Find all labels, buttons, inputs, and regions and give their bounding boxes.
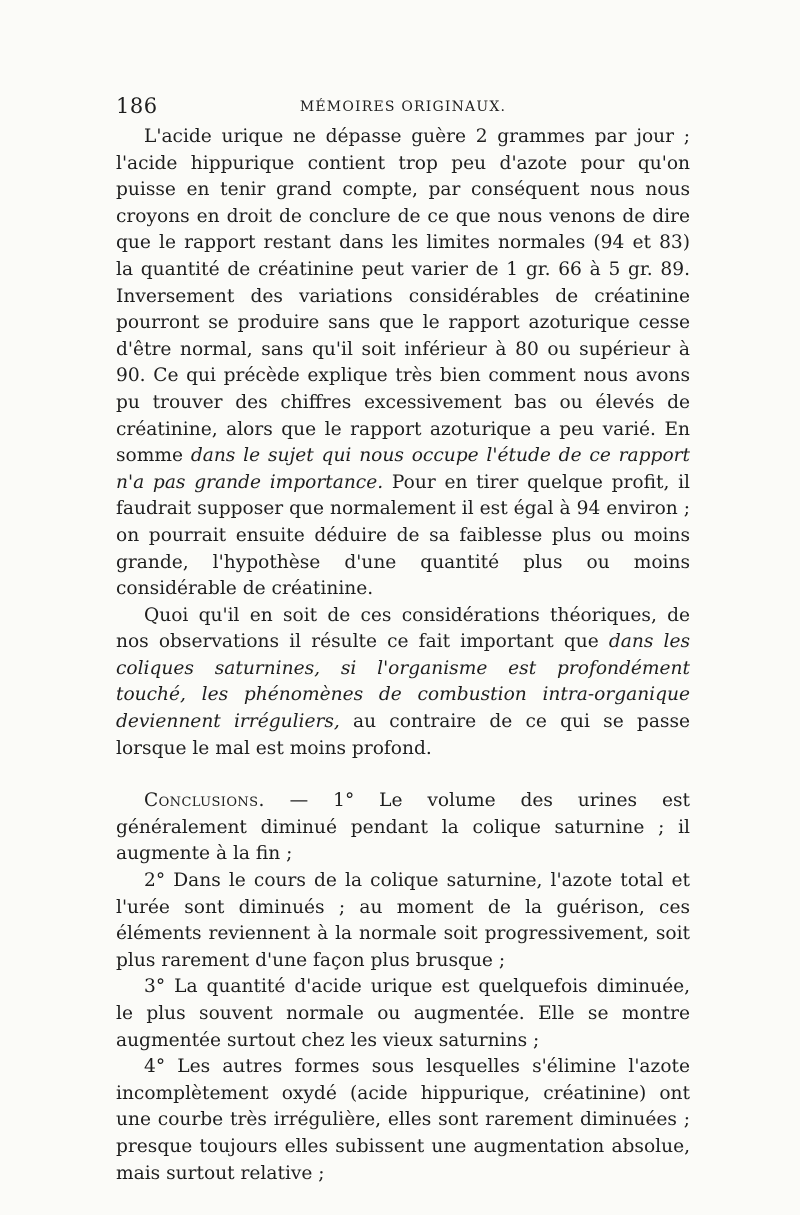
conclusion-2 — [116, 868, 690, 974]
paragraph-text: Pour en tirer quelque profit, il faudrait supposer que normalement il est égal à 94 environ ; on pourrait ensuite déduire de sa faiblesse plus ou moins grande, l'hypothèse d'une quantité plus ou moins considérable de créatinine. — [116, 471, 690, 600]
main-text — [116, 124, 690, 1187]
conclusion-3 — [116, 974, 690, 1054]
italic-emphasis: dans le sujet qui nous occupe l'étude de ce rapport n'a pas grande importance. — [116, 445, 690, 493]
conclusion-text: 3° La quantité d'acide urique est quelquefois diminuée, le plus souvent normale ou augmentée. Elle se montre augmentée surtout chez les vieux saturnins ; — [116, 976, 690, 1051]
paragraph-text: au contraire de ce qui se passe lorsque le mal est moins profond. — [116, 711, 691, 759]
running-title: MÉMOIRES ORIGINAUX. — [299, 99, 507, 115]
italic-emphasis: dans les coliques saturnines, si l'organisme est profondément touché, les phénomènes de combustion intra-organique deviennent irréguliers, — [116, 631, 690, 733]
conclusion-text: — 1° Le volume des urines est généralement diminué pendant la colique saturnine ; il augmente à la fin ; — [116, 790, 690, 865]
conclusion-1 — [116, 788, 690, 868]
paragraph-text: Quoi qu'il en soit de ces considérations théoriques, de nos observations il résulte ce fait important que — [116, 604, 690, 653]
paragraph-theoretical-considerations — [116, 603, 690, 763]
page-number: 186 — [116, 94, 158, 118]
page-header — [116, 94, 690, 120]
conclusion-4 — [116, 1054, 690, 1187]
conclusion-text: 4° Les autres formes sous lesquelles s'élimine l'azote incomplètement oxydé (acide hippurique, créatinine) ont une courbe très irrégulière, elles sont rarement diminuées ; presque toujours elles subissent une augmentation absolue, mais surtout relative ; — [116, 1056, 690, 1184]
paragraph-text: L'acide urique ne dépasse guère 2 grammes par jour ; l'acide hippurique contient trop peu d'azote pour qu'on puisse en tenir grand compte, par conséquent nous nous croyons en droit de conclure de ce que nous venons de dire que le rapport restant dans les limites normales (94 et 83) la quantité de créatinine peut varier de 1 gr. 66 à 5 gr. 89. Inversement des variations considérables de créatinine pourront se produire sans que le rapport azoturique cesse d'être normal, sans qu'il soit inférieur à 80 ou supérieur à 90. Ce qui précède explique très bien comment nous avons pu trouver des chiffres excessivement bas ou élevés de créatinine, alors que le rapport azoturique a peu varié. En somme — [116, 126, 690, 467]
conclusion-text: 2° Dans le cours de la colique saturnine, l'azote total et l'urée sont diminués ; au moment de la guérison, ces éléments reviennent à la normale soit progressivement, soit plus rarement d'une façon plus brusque ; — [116, 870, 690, 971]
section-gap — [116, 762, 690, 788]
conclusions-heading: Conclusions. — [144, 790, 265, 812]
paragraph-creatinine-discussion — [116, 124, 690, 603]
